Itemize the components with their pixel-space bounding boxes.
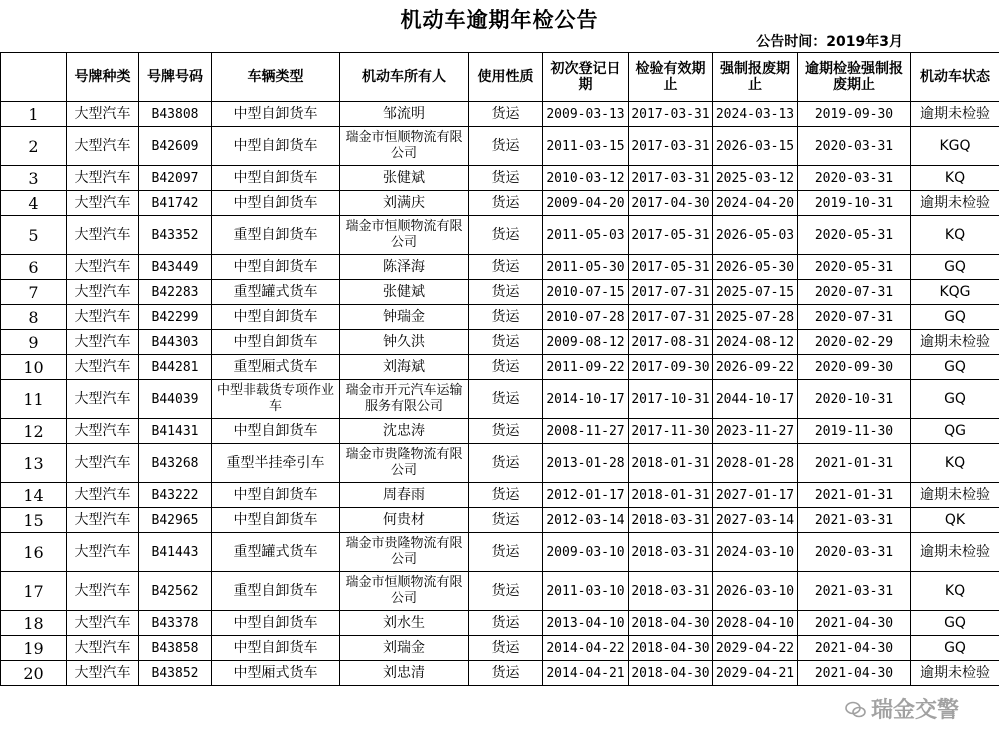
scrap-date-cell: 2026-05-03 [713, 216, 798, 255]
plate-number-cell: B43852 [139, 661, 212, 686]
use-cell: 货运 [469, 483, 543, 508]
overdue-scrap-date-cell: 2021-04-30 [798, 661, 911, 686]
overdue-scrap-date-cell: 2020-02-29 [798, 330, 911, 355]
row-index: 15 [1, 508, 67, 533]
scrap-date-cell: 2027-01-17 [713, 483, 798, 508]
scrap-date-cell: 2027-03-14 [713, 508, 798, 533]
overdue-scrap-date-cell: 2020-05-31 [798, 216, 911, 255]
plate-type-cell: 大型汽车 [67, 380, 139, 419]
overdue-scrap-date-cell: 2020-05-31 [798, 255, 911, 280]
plate-type-cell: 大型汽车 [67, 483, 139, 508]
registration-date-cell: 2011-05-30 [543, 255, 629, 280]
owner-cell: 瑞金市恒顺物流有限公司 [340, 216, 469, 255]
plate-type-cell: 大型汽车 [67, 611, 139, 636]
valid-until-cell: 2017-09-30 [629, 355, 713, 380]
wechat-icon [845, 701, 867, 719]
plate-number-cell: B41742 [139, 191, 212, 216]
vehicle-type-cell: 重型自卸货车 [212, 572, 340, 611]
status-cell: GQ [911, 380, 999, 419]
row-index: 17 [1, 572, 67, 611]
status-cell: KQG [911, 280, 999, 305]
registration-date-cell: 2013-04-10 [543, 611, 629, 636]
scrap-date-cell: 2026-05-30 [713, 255, 798, 280]
registration-date-cell: 2008-11-27 [543, 419, 629, 444]
valid-until-cell: 2018-01-31 [629, 483, 713, 508]
owner-cell: 沈忠涛 [340, 419, 469, 444]
use-cell: 货运 [469, 216, 543, 255]
registration-date-cell: 2010-03-12 [543, 166, 629, 191]
use-cell: 货运 [469, 636, 543, 661]
registration-date-cell: 2013-01-28 [543, 444, 629, 483]
row-index: 9 [1, 330, 67, 355]
row-index: 13 [1, 444, 67, 483]
owner-cell: 周春雨 [340, 483, 469, 508]
plate-number-cell: B44303 [139, 330, 212, 355]
valid-until-cell: 2018-03-31 [629, 533, 713, 572]
plate-type-cell: 大型汽车 [67, 280, 139, 305]
vehicle-type-cell: 中型自卸货车 [212, 191, 340, 216]
vehicle-type-cell: 重型半挂牵引车 [212, 444, 340, 483]
plate-type-cell: 大型汽车 [67, 330, 139, 355]
owner-cell: 何贵材 [340, 508, 469, 533]
owner-cell: 瑞金市贵隆物流有限公司 [340, 533, 469, 572]
owner-cell: 钟瑞金 [340, 305, 469, 330]
plate-type-cell: 大型汽车 [67, 661, 139, 686]
table-row [1, 255, 999, 280]
use-cell: 货运 [469, 255, 543, 280]
valid-until-cell: 2018-03-31 [629, 572, 713, 611]
valid-until-cell: 2017-05-31 [629, 255, 713, 280]
plate-type-cell: 大型汽车 [67, 305, 139, 330]
scrap-date-cell: 2024-08-12 [713, 330, 798, 355]
scrap-date-cell: 2026-03-15 [713, 127, 798, 166]
owner-cell: 张健斌 [340, 280, 469, 305]
scrap-date-cell: 2029-04-22 [713, 636, 798, 661]
overdue-scrap-date-cell: 2019-10-31 [798, 191, 911, 216]
vehicle-type-cell: 重型罐式货车 [212, 280, 340, 305]
valid-until-cell: 2017-05-31 [629, 216, 713, 255]
plate-number-cell: B43808 [139, 102, 212, 127]
col-header-use: 使用性质 [469, 53, 543, 102]
overdue-scrap-date-cell: 2021-04-30 [798, 636, 911, 661]
valid-until-cell: 2017-03-31 [629, 166, 713, 191]
vehicle-type-cell: 中型自卸货车 [212, 636, 340, 661]
valid-until-cell: 2017-07-31 [629, 305, 713, 330]
use-cell: 货运 [469, 191, 543, 216]
owner-cell: 刘瑞金 [340, 636, 469, 661]
status-cell: KQ [911, 572, 999, 611]
use-cell: 货运 [469, 572, 543, 611]
table-row [1, 661, 999, 686]
row-index: 7 [1, 280, 67, 305]
header-row [1, 53, 999, 102]
announce-time: 公告时间：2019年3月 [756, 34, 903, 50]
status-cell: 逾期未检验 [911, 533, 999, 572]
table-row [1, 102, 999, 127]
plate-number-cell: B41431 [139, 419, 212, 444]
page-title: 机动车逾期年检公告 [400, 8, 599, 32]
status-cell: GQ [911, 255, 999, 280]
registration-date-cell: 2011-09-22 [543, 355, 629, 380]
registration-date-cell: 2014-04-21 [543, 661, 629, 686]
plate-number-cell: B43858 [139, 636, 212, 661]
plate-type-cell: 大型汽车 [67, 166, 139, 191]
scrap-date-cell: 2024-03-10 [713, 533, 798, 572]
table-row [1, 127, 999, 166]
plate-number-cell: B41443 [139, 533, 212, 572]
vehicle-type-cell: 重型厢式货车 [212, 355, 340, 380]
use-cell: 货运 [469, 127, 543, 166]
vehicle-type-cell: 中型厢式货车 [212, 661, 340, 686]
row-index: 4 [1, 191, 67, 216]
overdue-scrap-date-cell: 2019-11-30 [798, 419, 911, 444]
overdue-scrap-date-cell: 2020-10-31 [798, 380, 911, 419]
scrap-date-cell: 2026-03-10 [713, 572, 798, 611]
owner-cell: 瑞金市恒顺物流有限公司 [340, 572, 469, 611]
plate-number-cell: B42562 [139, 572, 212, 611]
owner-cell: 刘海斌 [340, 355, 469, 380]
plate-number-cell: B43268 [139, 444, 212, 483]
plate-type-cell: 大型汽车 [67, 255, 139, 280]
col-header-owner: 机动车所有人 [340, 53, 469, 102]
col-header-index [1, 53, 67, 102]
table-row [1, 280, 999, 305]
table-row [1, 444, 999, 483]
row-index: 3 [1, 166, 67, 191]
registration-date-cell: 2011-03-10 [543, 572, 629, 611]
table-row [1, 533, 999, 572]
vehicle-type-cell: 重型罐式货车 [212, 533, 340, 572]
plate-number-cell: B44281 [139, 355, 212, 380]
overdue-scrap-date-cell: 2020-03-31 [798, 166, 911, 191]
scrap-date-cell: 2024-03-13 [713, 102, 798, 127]
status-cell: KQ [911, 166, 999, 191]
plate-number-cell: B42299 [139, 305, 212, 330]
overdue-scrap-date-cell: 2020-03-31 [798, 127, 911, 166]
owner-cell: 钟久洪 [340, 330, 469, 355]
plate-type-cell: 大型汽车 [67, 216, 139, 255]
owner-cell: 邹流明 [340, 102, 469, 127]
overdue-scrap-date-cell: 2020-07-31 [798, 280, 911, 305]
plate-number-cell: B43352 [139, 216, 212, 255]
scrap-date-cell: 2025-07-28 [713, 305, 798, 330]
overdue-scrap-date-cell: 2020-07-31 [798, 305, 911, 330]
overdue-scrap-date-cell: 2021-03-31 [798, 572, 911, 611]
row-index: 6 [1, 255, 67, 280]
status-cell: QK [911, 508, 999, 533]
vehicle-type-cell: 中型自卸货车 [212, 166, 340, 191]
row-index: 2 [1, 127, 67, 166]
overdue-scrap-date-cell: 2021-03-31 [798, 508, 911, 533]
valid-until-cell: 2017-04-30 [629, 191, 713, 216]
valid-until-cell: 2017-03-31 [629, 102, 713, 127]
row-index: 5 [1, 216, 67, 255]
table-row [1, 330, 999, 355]
valid-until-cell: 2018-03-31 [629, 508, 713, 533]
registration-date-cell: 2010-07-28 [543, 305, 629, 330]
plate-type-cell: 大型汽车 [67, 102, 139, 127]
status-cell: GQ [911, 636, 999, 661]
row-index: 14 [1, 483, 67, 508]
valid-until-cell: 2017-03-31 [629, 127, 713, 166]
vehicle-type-cell: 重型自卸货车 [212, 216, 340, 255]
scrap-date-cell: 2025-07-15 [713, 280, 798, 305]
status-cell: 逾期未检验 [911, 661, 999, 686]
use-cell: 货运 [469, 508, 543, 533]
vehicle-type-cell: 中型非载货专项作业车 [212, 380, 340, 419]
plate-type-cell: 大型汽车 [67, 636, 139, 661]
scrap-date-cell: 2023-11-27 [713, 419, 798, 444]
plate-number-cell: B42965 [139, 508, 212, 533]
vehicle-type-cell: 中型自卸货车 [212, 330, 340, 355]
row-index: 16 [1, 533, 67, 572]
table-row [1, 611, 999, 636]
watermark [845, 693, 959, 724]
valid-until-cell: 2018-04-30 [629, 611, 713, 636]
status-cell: GQ [911, 611, 999, 636]
valid-until-cell: 2018-01-31 [629, 444, 713, 483]
valid-until-cell: 2017-10-31 [629, 380, 713, 419]
plate-type-cell: 大型汽车 [67, 191, 139, 216]
overdue-scrap-date-cell: 2020-03-31 [798, 533, 911, 572]
col-header-plate-type: 号牌种类 [67, 53, 139, 102]
col-header-vehicle-type: 车辆类型 [212, 53, 340, 102]
overdue-scrap-date-cell: 2020-09-30 [798, 355, 911, 380]
status-cell: 逾期未检验 [911, 102, 999, 127]
row-index: 1 [1, 102, 67, 127]
status-cell: 逾期未检验 [911, 330, 999, 355]
table-row [1, 191, 999, 216]
registration-date-cell: 2014-10-17 [543, 380, 629, 419]
vehicle-type-cell: 中型自卸货车 [212, 102, 340, 127]
table-row [1, 483, 999, 508]
valid-until-cell: 2017-11-30 [629, 419, 713, 444]
status-cell: GQ [911, 305, 999, 330]
table-row [1, 305, 999, 330]
vehicle-type-cell: 中型自卸货车 [212, 419, 340, 444]
use-cell: 货运 [469, 380, 543, 419]
row-index: 10 [1, 355, 67, 380]
scrap-date-cell: 2026-09-22 [713, 355, 798, 380]
use-cell: 货运 [469, 611, 543, 636]
plate-type-cell: 大型汽车 [67, 572, 139, 611]
col-header-registration-date: 初次登记日期 [543, 53, 629, 102]
registration-date-cell: 2009-03-10 [543, 533, 629, 572]
col-header-plate-number: 号牌号码 [139, 53, 212, 102]
valid-until-cell: 2017-07-31 [629, 280, 713, 305]
scrap-date-cell: 2044-10-17 [713, 380, 798, 419]
vehicle-type-cell: 中型自卸货车 [212, 305, 340, 330]
col-header-status: 机动车状态 [911, 53, 999, 102]
owner-cell: 张健斌 [340, 166, 469, 191]
owner-cell: 陈泽海 [340, 255, 469, 280]
row-index: 12 [1, 419, 67, 444]
valid-until-cell: 2018-04-30 [629, 661, 713, 686]
scrap-date-cell: 2028-01-28 [713, 444, 798, 483]
registration-date-cell: 2009-04-20 [543, 191, 629, 216]
overdue-vehicle-table [0, 52, 999, 686]
plate-type-cell: 大型汽车 [67, 508, 139, 533]
plate-type-cell: 大型汽车 [67, 355, 139, 380]
use-cell: 货运 [469, 444, 543, 483]
table-row [1, 380, 999, 419]
scrap-date-cell: 2029-04-21 [713, 661, 798, 686]
vehicle-type-cell: 中型自卸货车 [212, 508, 340, 533]
status-cell: GQ [911, 355, 999, 380]
table-row [1, 355, 999, 380]
use-cell: 货运 [469, 280, 543, 305]
scrap-date-cell: 2025-03-12 [713, 166, 798, 191]
overdue-scrap-date-cell: 2021-01-31 [798, 483, 911, 508]
plate-number-cell: B43222 [139, 483, 212, 508]
plate-number-cell: B42097 [139, 166, 212, 191]
table-row [1, 419, 999, 444]
plate-number-cell: B42283 [139, 280, 212, 305]
use-cell: 货运 [469, 661, 543, 686]
plate-number-cell: B43449 [139, 255, 212, 280]
registration-date-cell: 2014-04-22 [543, 636, 629, 661]
status-cell: 逾期未检验 [911, 483, 999, 508]
col-header-valid-until: 检验有效期止 [629, 53, 713, 102]
row-index: 11 [1, 380, 67, 419]
plate-type-cell: 大型汽车 [67, 533, 139, 572]
status-cell: QG [911, 419, 999, 444]
registration-date-cell: 2011-05-03 [543, 216, 629, 255]
registration-date-cell: 2010-07-15 [543, 280, 629, 305]
use-cell: 货运 [469, 533, 543, 572]
registration-date-cell: 2009-03-13 [543, 102, 629, 127]
scrap-date-cell: 2024-04-20 [713, 191, 798, 216]
overdue-scrap-date-cell: 2019-09-30 [798, 102, 911, 127]
table-row [1, 636, 999, 661]
owner-cell: 刘水生 [340, 611, 469, 636]
overdue-scrap-date-cell: 2021-04-30 [798, 611, 911, 636]
plate-type-cell: 大型汽车 [67, 444, 139, 483]
registration-date-cell: 2012-01-17 [543, 483, 629, 508]
col-header-scrap-date: 强制报废期止 [713, 53, 798, 102]
row-index: 18 [1, 611, 67, 636]
vehicle-type-cell: 中型自卸货车 [212, 255, 340, 280]
valid-until-cell: 2018-04-30 [629, 636, 713, 661]
plate-number-cell: B44039 [139, 380, 212, 419]
col-header-overdue-scrap-date: 逾期检验强制报废期止 [798, 53, 911, 102]
use-cell: 货运 [469, 355, 543, 380]
owner-cell: 瑞金市贵隆物流有限公司 [340, 444, 469, 483]
registration-date-cell: 2012-03-14 [543, 508, 629, 533]
table-row [1, 508, 999, 533]
vehicle-type-cell: 中型自卸货车 [212, 483, 340, 508]
owner-cell: 刘满庆 [340, 191, 469, 216]
row-index: 8 [1, 305, 67, 330]
status-cell: 逾期未检验 [911, 191, 999, 216]
plate-number-cell: B42609 [139, 127, 212, 166]
use-cell: 货运 [469, 166, 543, 191]
registration-date-cell: 2011-03-15 [543, 127, 629, 166]
use-cell: 货运 [469, 419, 543, 444]
vehicle-type-cell: 中型自卸货车 [212, 611, 340, 636]
table-row [1, 572, 999, 611]
status-cell: KQ [911, 444, 999, 483]
use-cell: 货运 [469, 330, 543, 355]
registration-date-cell: 2009-08-12 [543, 330, 629, 355]
plate-type-cell: 大型汽车 [67, 419, 139, 444]
scrap-date-cell: 2028-04-10 [713, 611, 798, 636]
watermark-text: 瑞金交警 [870, 698, 959, 723]
status-cell: KGQ [911, 127, 999, 166]
owner-cell: 瑞金市恒顺物流有限公司 [340, 127, 469, 166]
use-cell: 货运 [469, 305, 543, 330]
table-row [1, 216, 999, 255]
row-index: 19 [1, 636, 67, 661]
owner-cell: 瑞金市开元汽车运输服务有限公司 [340, 380, 469, 419]
status-cell: KQ [911, 216, 999, 255]
valid-until-cell: 2017-08-31 [629, 330, 713, 355]
overdue-scrap-date-cell: 2021-01-31 [798, 444, 911, 483]
plate-number-cell: B43378 [139, 611, 212, 636]
row-index: 20 [1, 661, 67, 686]
owner-cell: 刘忠清 [340, 661, 469, 686]
use-cell: 货运 [469, 102, 543, 127]
table-row [1, 166, 999, 191]
vehicle-type-cell: 中型自卸货车 [212, 127, 340, 166]
plate-type-cell: 大型汽车 [67, 127, 139, 166]
